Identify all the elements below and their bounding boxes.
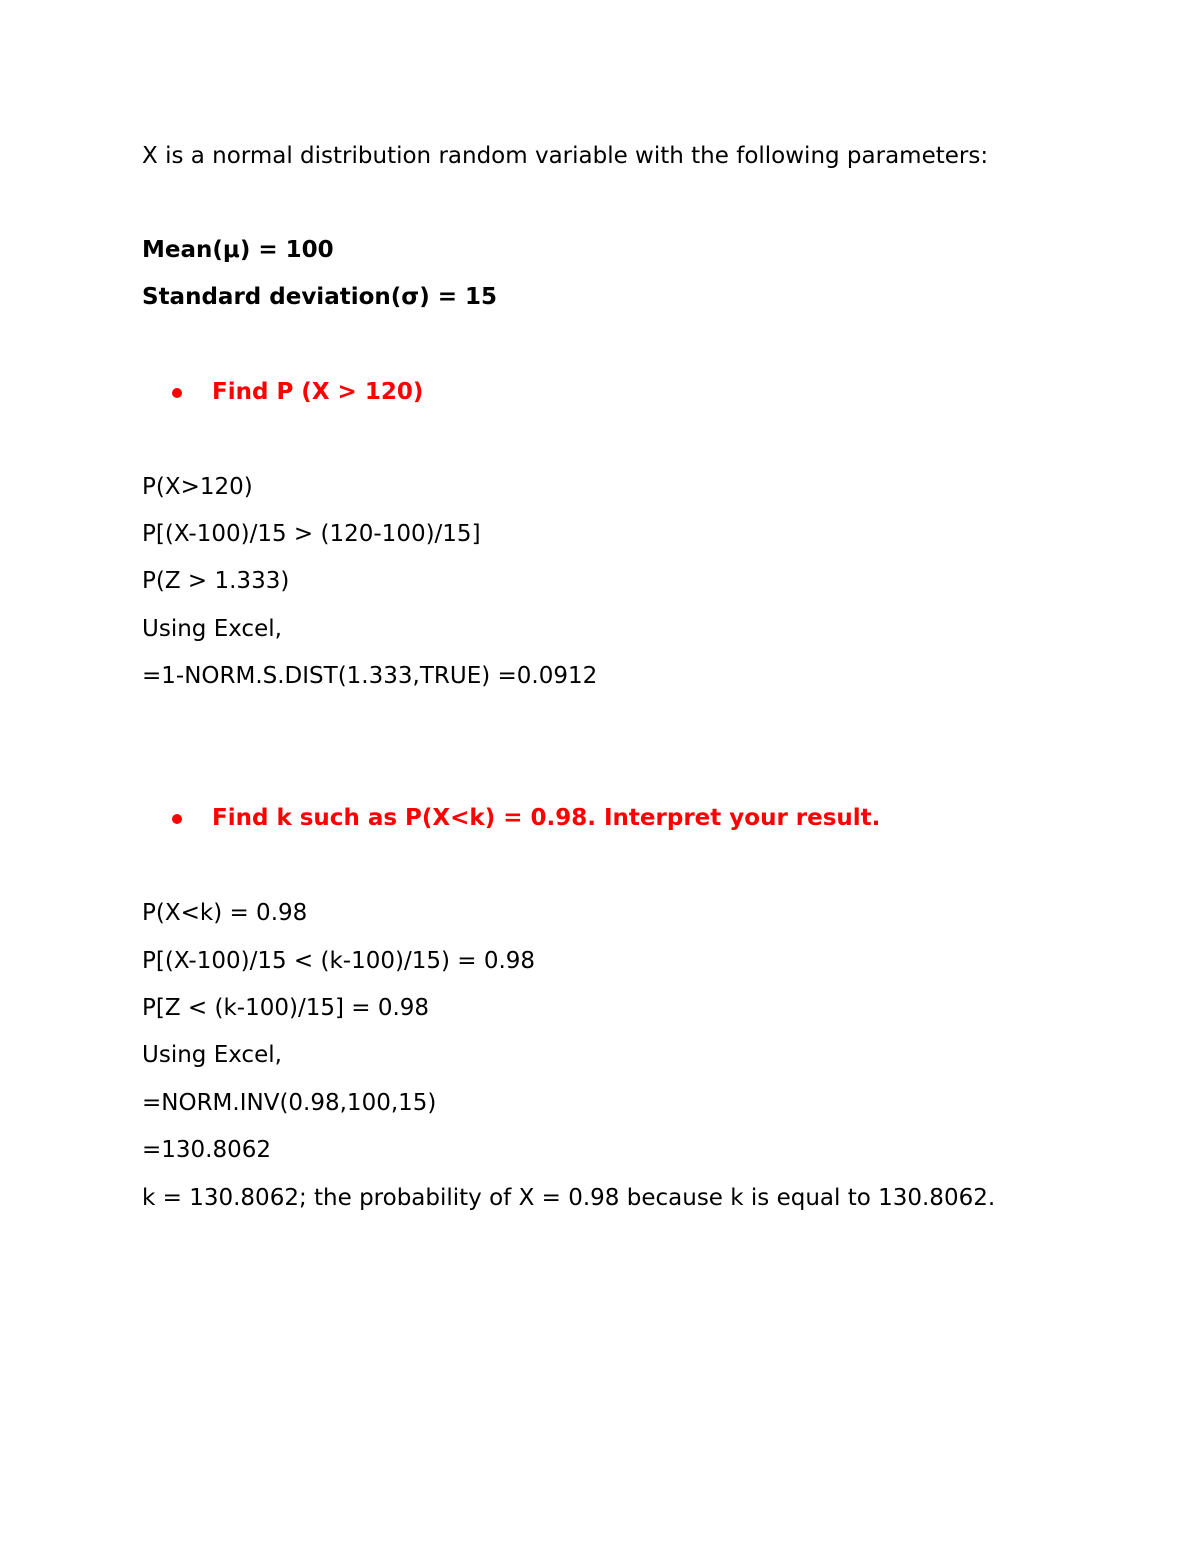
q2-step: P(X<k) = 0.98	[142, 900, 308, 926]
q2-step: =130.8062	[142, 1137, 272, 1163]
q1-step: P[(X-100)/15 > (120-100)/15]	[142, 521, 481, 547]
q2-step: Using Excel,	[142, 1042, 282, 1068]
question-1-text: Find P (X > 120)	[212, 379, 424, 405]
question-2-text: Find k such as P(X<k) = 0.98. Interpret your result.	[212, 805, 881, 831]
q1-result: =1-NORM.S.DIST(1.333,TRUE) =0.0912	[142, 663, 598, 689]
q1-step: Using Excel,	[142, 616, 282, 642]
q2-step: P[(X-100)/15 < (k-100)/15) = 0.98	[142, 948, 536, 974]
q2-step: =NORM.INV(0.98,100,15)	[142, 1090, 437, 1116]
bullet-icon	[172, 814, 182, 824]
question-1-heading	[172, 377, 423, 407]
q1-step: P(X>120)	[142, 474, 253, 500]
mean-param: Mean(μ) = 100	[142, 237, 334, 263]
sd-param: Standard deviation(σ) = 15	[142, 284, 497, 310]
q2-conclusion: k = 130.8062; the probability of X = 0.98 because k is equal to 130.8062.	[142, 1185, 996, 1211]
question-2-heading	[172, 803, 880, 833]
q2-step: P[Z < (k-100)/15] = 0.98	[142, 995, 430, 1021]
intro-text: X is a normal distribution random variable with the following parameters:	[142, 143, 989, 169]
bullet-icon	[172, 388, 182, 398]
q1-step: P(Z > 1.333)	[142, 568, 290, 594]
